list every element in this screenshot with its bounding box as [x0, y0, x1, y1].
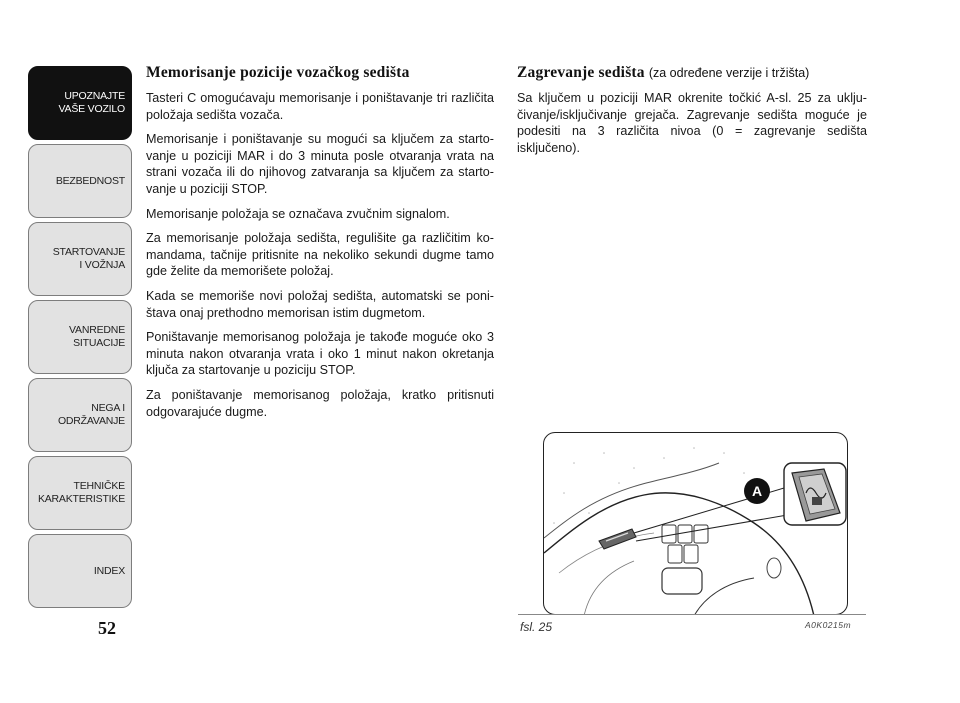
inset-detail: [784, 463, 846, 525]
callout-label-a: [744, 478, 770, 504]
seat-illustration: [544, 433, 848, 615]
tab-label: BEZBEDNOST: [55, 174, 125, 187]
tab-tehnicke-karakteristike[interactable]: [28, 456, 132, 530]
tab-label: VANREDNE SITUACIJE: [69, 324, 125, 349]
tab-vanredne-situacije[interactable]: [28, 300, 132, 374]
tab-nega-i-odrzavanje[interactable]: [28, 378, 132, 452]
paragraph: Kada se memoriše novi položaj sedišta, automatski se poni-štava onaj prethodno memorisan istim dugmetom.: [146, 288, 494, 320]
section-title-text: Zagrevanje sedišta: [517, 64, 645, 81]
tab-upoznajte-vase-vozilo[interactable]: [28, 66, 132, 140]
page-number: 52: [98, 618, 116, 638]
tab-label: STARTOVANJE I VOŽNJA: [52, 246, 125, 271]
paragraph: Za memorisanje položaja sedišta, regulišite ga različitim ko-mandama, tačnije pritisnite na nekoliko sekundi dugme tamo gde želite da memorišete položaj.: [146, 231, 494, 279]
right-column: [517, 64, 867, 164]
seat-heating-knob: [599, 529, 636, 549]
tab-label: UPOZNAJTE VAŠE VOZILO: [58, 90, 125, 115]
tab-label: NEGA I ODRŽAVANJE: [57, 402, 125, 427]
left-column: [146, 64, 494, 428]
section-subtitle: (za određene verzije i tržišta): [648, 66, 810, 80]
tab-bezbednost[interactable]: [28, 144, 132, 218]
tab-label: TEHNIČKE KARAKTERISTIKE: [37, 480, 125, 505]
paragraph: Za poništavanje memorisanog položaja, kratko pritisnuti odgovarajuće dugme.: [146, 387, 494, 419]
paragraph: Memorisanje položaja se označava zvučnim signalom.: [146, 206, 450, 221]
figure-caption: fsl. 25: [520, 620, 553, 634]
callout-label-text: A: [751, 483, 763, 499]
caption-rule: [518, 614, 866, 615]
paragraph: Sa ključem u poziciji MAR okrenite točkić A-sl. 25 za uklju-čivanje/isključivanje grejača. Zagrevanje sedišta moguće je podesiti na 3 različita nivoa (0 = zagrevanje sedišta isključeno).: [517, 91, 867, 155]
tab-label: INDEX: [93, 564, 125, 577]
figure-code: A0K0215m: [805, 620, 852, 630]
section-title-memorisanje: Memorisanje pozicije vozačkog sedišta: [146, 64, 410, 81]
tab-startovanje-i-voznja[interactable]: [28, 222, 132, 296]
paragraph: Memorisanje i poništavanje su mogući sa ključem za starto-vanje u poziciji MAR i do 3 minuta posle otvaranja vrata na strani vozača ili do njihovog zatvaranja sa ključem za starto-vanje u poziciji STOP.: [146, 132, 494, 196]
paragraph: Tasteri C omogućavaju memorisanje i poništavanje tri različita položaja sedišta vozača.: [146, 91, 494, 122]
tab-index[interactable]: [28, 534, 132, 608]
paragraph: Poništavanje memorisanog položaja je takođe moguće oko 3 minuta nakon otvaranja vrata i oko 1 minut nakon okretanja ključa za startovanje u poziciju STOP.: [146, 330, 494, 378]
figure-seat-heating: [543, 432, 848, 615]
section-title-zagrevanje: [517, 64, 867, 82]
